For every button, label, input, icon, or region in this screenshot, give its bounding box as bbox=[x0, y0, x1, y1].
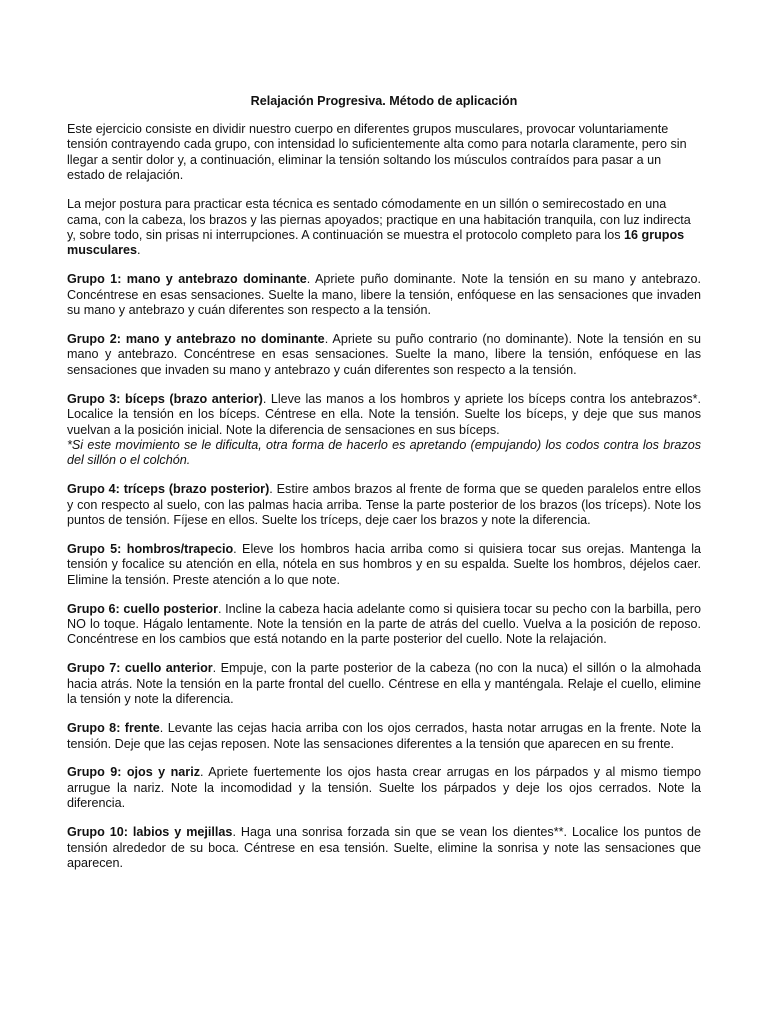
group-heading: Grupo 6: cuello posterior bbox=[67, 601, 218, 616]
group-heading: Grupo 1: mano y antebrazo dominante bbox=[67, 272, 307, 287]
intro-paragraph-2-bold: 16 grupos musculares bbox=[67, 227, 685, 258]
group-heading: Grupo 4: tríceps (brazo posterior) bbox=[67, 482, 270, 497]
group-text: . Eleve los hombros hacia arriba como si quisiera tocar sus orejas. Mantenga la tensión y focalice su atención en ella, nótela en sus hombros y en su espalda. Suelte los hombros, déjelos caer. Elimine la tensión. Preste atención a lo que note. bbox=[67, 541, 702, 587]
group-text: . Incline la cabeza hacia adelante como si quisiera tocar su pecho con la barbilla, pero NO lo toque. Hágalo lentamente. Note la tensión en la parte de atrás del cuello. Vuelva a la posición de reposo. Concéntrese en los cambios que está notando en la parte posterior del cuello. Note la relajación. bbox=[67, 601, 701, 647]
group-8-paragraph bbox=[67, 721, 701, 752]
group-heading: Grupo 8: frente bbox=[67, 721, 160, 736]
intro-paragraph-2-text: La mejor postura para practicar esta técnica es sentado cómodamente en un sillón o semirecostado en una cama, con la cabeza, los brazos y las piernas apoyados; practique en una habitación tranquila, con luz indirecta y, sobre todo, sin prisas ni interrupciones. A continuación se muestra el protocolo completo para los bbox=[67, 197, 691, 242]
group-3-paragraph bbox=[67, 392, 701, 469]
group-1-paragraph bbox=[67, 272, 701, 318]
intro-paragraph-2 bbox=[67, 197, 701, 259]
group-text: . Empuje, con la parte posterior de la cabeza (no con la nuca) el sillón o la almohada hacia atrás. Note la tensión en la parte frontal del cuello. Céntrese en ella y manténgala. Relaje el cuello, elimine la tensión y note la diferencia. bbox=[67, 661, 702, 707]
group-heading: Grupo 10: labios y mejillas bbox=[67, 825, 233, 840]
intro-paragraph-1-text: Este ejercicio consiste en dividir nuestro cuerpo en diferentes grupos musculares, provocar voluntariamente tensión contrayendo cada grupo, con intensidad lo suficientemente alta como para notarla claramente, pero sin llegar a sentir dolor y, a continuación, eliminar la tensión soltando los músculos contraídos para pasar a un estado de relajación. bbox=[67, 122, 687, 183]
group-heading: Grupo 3: bíceps (brazo anterior) bbox=[67, 391, 263, 406]
group-heading: Grupo 9: ojos y nariz bbox=[67, 765, 200, 780]
group-10-paragraph bbox=[67, 825, 701, 871]
group-text: . Apriete fuertemente los ojos hasta crear arrugas en los párpados y al mismo tiempo arrugue la nariz. Note la incomodidad y la tensión. Suelte los párpados y deje los ojos cerrados. Note la diferencia. bbox=[67, 765, 701, 811]
group-note: *Si este movimiento se le dificulta, otra forma de hacerlo es apretando (empujando) los codos contra los brazos del sillón o el colchón. bbox=[67, 437, 701, 468]
group-text: . Haga una sonrisa forzada sin que se vean los dientes**. Localice los puntos de tensión alrededor de su boca. Céntrese en esa tensión. Suelte, elimine la sonrisa y note las sensaciones que aparecen. bbox=[67, 825, 702, 870]
group-7-paragraph bbox=[67, 661, 701, 707]
page-title: Relajación Progresiva. Método de aplicación bbox=[250, 94, 518, 108]
group-text: . Apriete puño dominante. Note la tensión en su mano y antebrazo. Concéntrese en esas sensaciones. Suelte la mano, libere la tensión, enfóquese en las sensaciones que invaden su mano y antebrazo y cuán diferentes son respecto a la tensión. bbox=[67, 272, 701, 318]
group-heading: Grupo 7: cuello anterior bbox=[67, 661, 213, 676]
group-heading: Grupo 2: mano y antebrazo no dominante bbox=[67, 331, 325, 346]
group-text: . Apriete su puño contrario (no dominante). Note la tensión en su mano y antebrazo. Concéntrese en esas sensaciones. Suelte la mano, libere la tensión, enfóquese en las sensaciones que invaden su mano y antebrazo y cuán diferentes son respecto a la tensión. bbox=[67, 331, 701, 377]
group-9-paragraph bbox=[67, 765, 701, 811]
group-text: . Levante las cejas hacia arriba con los ojos cerrados, hasta notar arrugas en la frente. Note la tensión. Deje que las cejas reposen. Note las sensaciones diferentes a la tensión que aparecen en su frente. bbox=[67, 721, 701, 751]
group-2-paragraph bbox=[67, 332, 701, 378]
group-4-paragraph bbox=[67, 482, 701, 528]
intro-paragraph-1 bbox=[67, 122, 701, 184]
group-5-paragraph bbox=[67, 542, 701, 588]
group-6-paragraph bbox=[67, 602, 701, 648]
intro-paragraph-2-end: . bbox=[137, 243, 141, 258]
group-text: . Lleve las manos a los hombros y apriete los bíceps contra los antebrazos*. Localice la tensión en los bíceps. Céntrese en ella. Note la tensión. Suelte los bíceps, y deje que sus manos vuelvan a la posición inicial. Note la diferencia de sensaciones en sus bíceps. bbox=[67, 391, 701, 437]
group-text: . Estire ambos brazos al frente de forma que se queden paralelos entre ellos y con respecto al suelo, con las palmas hacia arriba. Tense la parte posterior de los brazos (los tríceps). Note los puntos de tensión. Fíjese en ellos. Suelte los tríceps, deje caer los brazos y note la diferencia. bbox=[67, 482, 701, 528]
group-heading: Grupo 5: hombros/trapecio bbox=[67, 541, 234, 556]
